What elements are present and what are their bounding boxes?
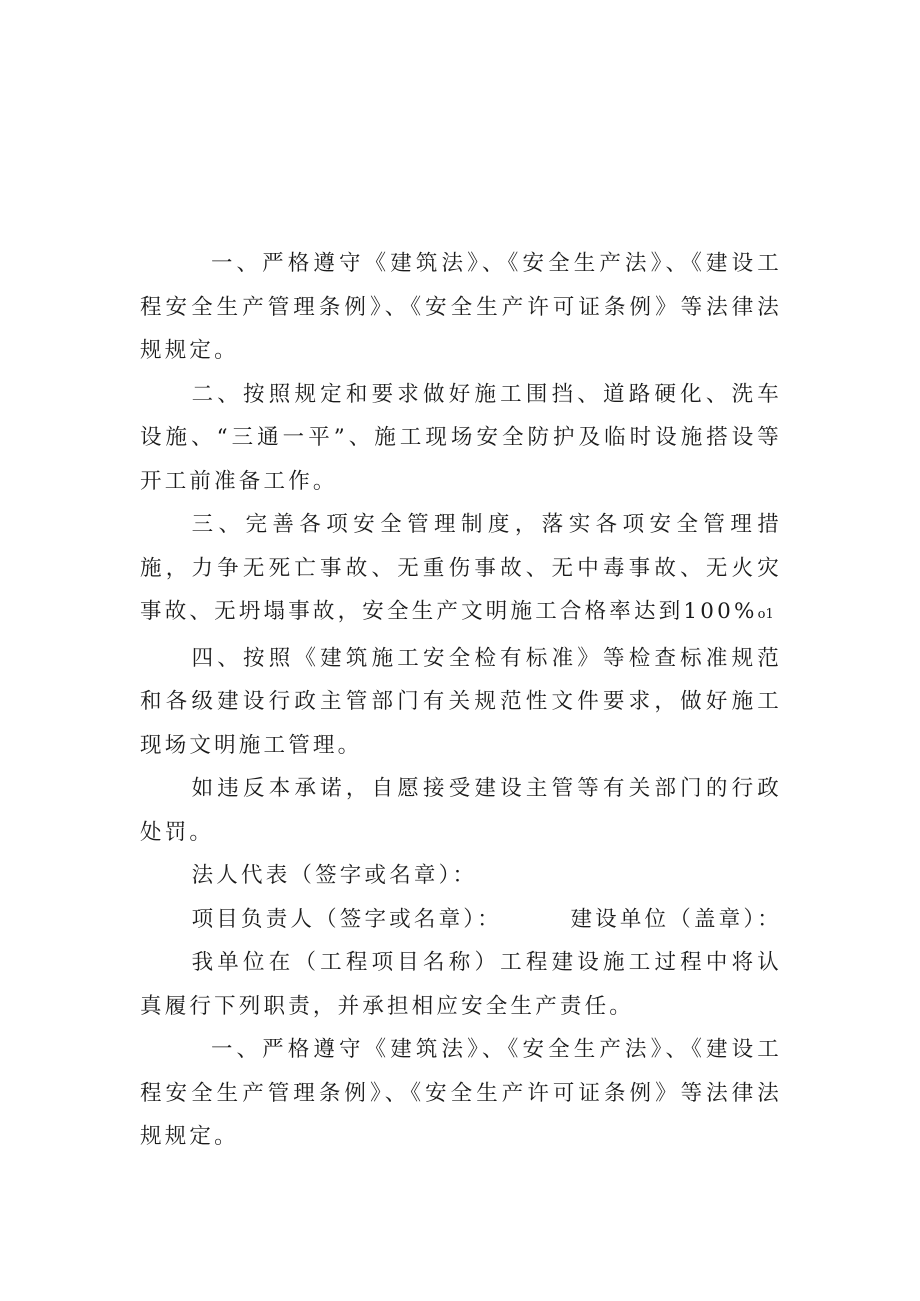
unit-seal-label: 建设单位（盖章）：	[570, 906, 782, 932]
project-lead-signature-label: 项目负责人（签字或名章）：	[191, 906, 502, 932]
legal-representative-line: 法人代表（签字或名章）：	[191, 863, 478, 888]
clause-one: 一、严格遵守《建筑法》、《安全生产法》、《建设工程安全生产管理条例》、《安全生产许可证条例》等法律法规规定。	[140, 251, 782, 363]
clause-three-suffix: o1	[757, 607, 774, 622]
penalty-statement: 如违反本承诺，自愿接受建设主管等有关部门的行政处罚。	[140, 776, 782, 845]
clause-three-text: 三、完善各项安全管理制度，落实各项安全管理措施，力争无死亡事故、无重伤事故、无中毒事故、无火灾事故、无坍塌事故，安全生产文明施工合格率达到100%	[140, 512, 782, 624]
clause-four: 四、按照《建筑施工安全检有标准》等检查标准规范和各级建设行政主管部门有关规范性文件要求，做好施工现场文明施工管理。	[140, 645, 782, 758]
clause-one-repeat: 一、严格遵守《建筑法》、《安全生产法》、《建设工程安全生产管理条例》、《安全生产许可证条例》等法律法规规定。	[140, 1037, 782, 1149]
document-body	[140, 242, 782, 1159]
clause-three	[140, 503, 782, 637]
signature-row	[140, 898, 782, 942]
clause-two: 二、按照规定和要求做好施工围挡、道路硬化、洗车设施、“三通一平”、施工现场安全防护及临时设施搭设等开工前准备工作。	[140, 381, 782, 494]
commitment-intro: 我单位在（工程项目名称）工程建设施工过程中将认真履行下列职责，并承担相应安全生产责任。	[140, 950, 782, 1019]
